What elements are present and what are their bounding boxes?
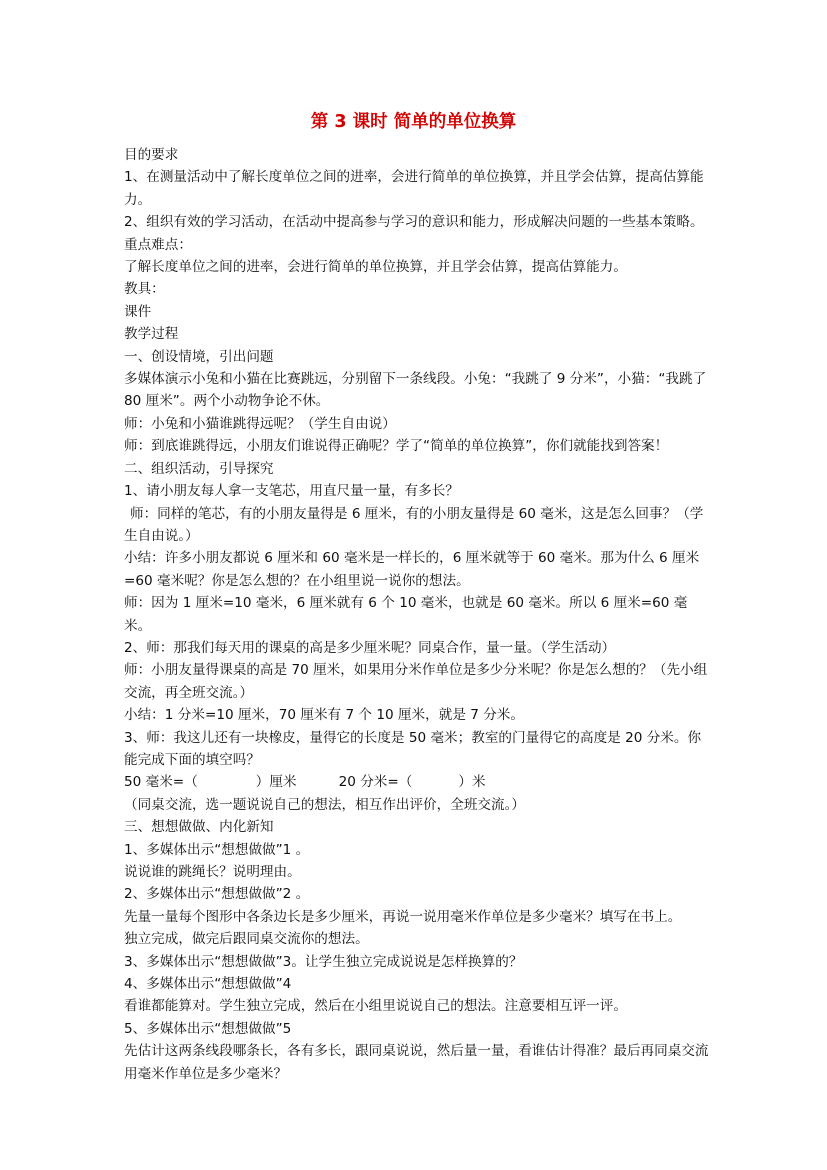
page-title: 第 3 课时 简单的单位换算 [310, 112, 517, 132]
paragraph: 独立完成，做完后跟同桌交流你的想法。 [124, 931, 369, 948]
paragraph: 多媒体演示小兔和小猫在比赛跳远，分别留下一条线段。小兔：“我跳了 9 分米”，小猫：“我跳了 80 厘米”。两个小动物争论不休。 [124, 371, 707, 410]
paragraph: 师：到底谁跳得远，小朋友们谁说得正确呢？学了“简单的单位换算”，你们就能找到答案！ [124, 438, 669, 455]
paragraph: （同桌交流，选一题说说自己的想法，相互作出评价，全班交流。） [124, 796, 526, 813]
paragraph: 说说谁的跳绳长？说明理由。 [124, 864, 301, 880]
paragraph: 小结：许多小朋友都说 6 厘米和 60 毫米是一样长的，6 厘米就等于 60 毫米。那为什么 6 厘米=60 毫米呢？你是怎么想的？在小组里说一说你的想法。 [124, 550, 700, 589]
paragraph: 2、组织有效的学习活动，在活动中提高参与学习的意识和能力，形成解决问题的一些基本策略。 [124, 214, 704, 231]
paragraph: 师：小朋友量得课桌的高是 70 厘米，如果用分米作单位是多少分米呢？你是怎么想的？（先小组交流，再全班交流。） [124, 662, 708, 701]
paragraph: 1、在测量活动中了解长度单位之间的进率，会进行简单的单位换算，并且学会估算，提高估算能力。 [124, 169, 704, 208]
paragraph: 看谁都能算对。学生独立完成，然后在小组里说说自己的想法。注意要相互评一评。 [124, 998, 627, 1015]
paragraph: 师：因为 1 厘米=10 毫米，6 厘米就有 6 个 10 毫米，也就是 60 毫米。所以 6 厘米=60 毫米。 [124, 595, 688, 634]
document-body [124, 144, 709, 1085]
paragraph: 先估计这两条线段哪条长，各有多长，跟同桌说说，然后量一量，看谁估计得准？最后再同桌交流用毫米作单位是多少毫米？ [124, 1043, 709, 1082]
paragraph: 师：小兔和小猫谁跳得远呢？（学生自由说） [124, 415, 396, 432]
paragraph: 课件 [124, 303, 152, 320]
fill-in-blank-line [124, 771, 709, 793]
paragraph: 5、多媒体出示“想想做做”5 [124, 1020, 292, 1037]
section-heading: 目的要求 [124, 147, 179, 163]
paragraph: 3、多媒体出示“想想做做”3。让学生独立完成说说是怎样换算的？ [124, 953, 523, 970]
fill-b-left: 20 分米=（ [338, 774, 413, 791]
fill-b-right: ）米 [458, 774, 486, 791]
paragraph: 2、师：那我们每天用的课桌的高是多少厘米呢？同桌合作，量一量。（学生活动） [124, 639, 616, 656]
section-heading: 二、组织活动，引导探究 [124, 460, 274, 477]
paragraph: 4、多媒体出示“想想做做”4 [124, 976, 292, 993]
section-heading: 教学过程 [124, 326, 179, 343]
fill-a-right: ）厘米 [255, 774, 297, 791]
paragraph: 先量一量每个图形中各条边长是多少厘米，再说一说用毫米作单位是多少毫米？填写在书上。 [124, 908, 682, 925]
paragraph: 了解长度单位之间的进率，会进行简单的单位换算，并且学会估算，提高估算能力。 [124, 259, 627, 276]
section-heading: 一、创设情境，引出问题 [124, 348, 274, 365]
paragraph: 3、师：我这儿还有一块橡皮，量得它的长度是 50 毫米；教室的门量得它的高度是 20 分米。你能完成下面的填空吗？ [124, 729, 702, 768]
section-heading: 三、想想做做、内化新知 [124, 819, 274, 836]
fill-a-left: 50 毫米=（ [124, 774, 198, 791]
paragraph: 1、请小朋友每人拿一支笔芯，用直尺量一量，有多长？ [124, 483, 459, 500]
section-heading: 重点难点： [124, 236, 192, 253]
paragraph: 1、多媒体出示“想想做做”1 。 [124, 841, 310, 858]
paragraph: 师：同样的笔芯，有的小朋友量得是 6 厘米，有的小朋友量得是 60 毫米，这是怎么回事？（学生自由说。） [124, 505, 704, 544]
section-heading: 教具： [124, 281, 165, 298]
paragraph: 2、多媒体出示“想想做做”2 。 [124, 886, 310, 903]
paragraph: 小结：1 分米=10 厘米，70 厘米有 7 个 10 厘米，就是 7 分米。 [124, 707, 524, 724]
